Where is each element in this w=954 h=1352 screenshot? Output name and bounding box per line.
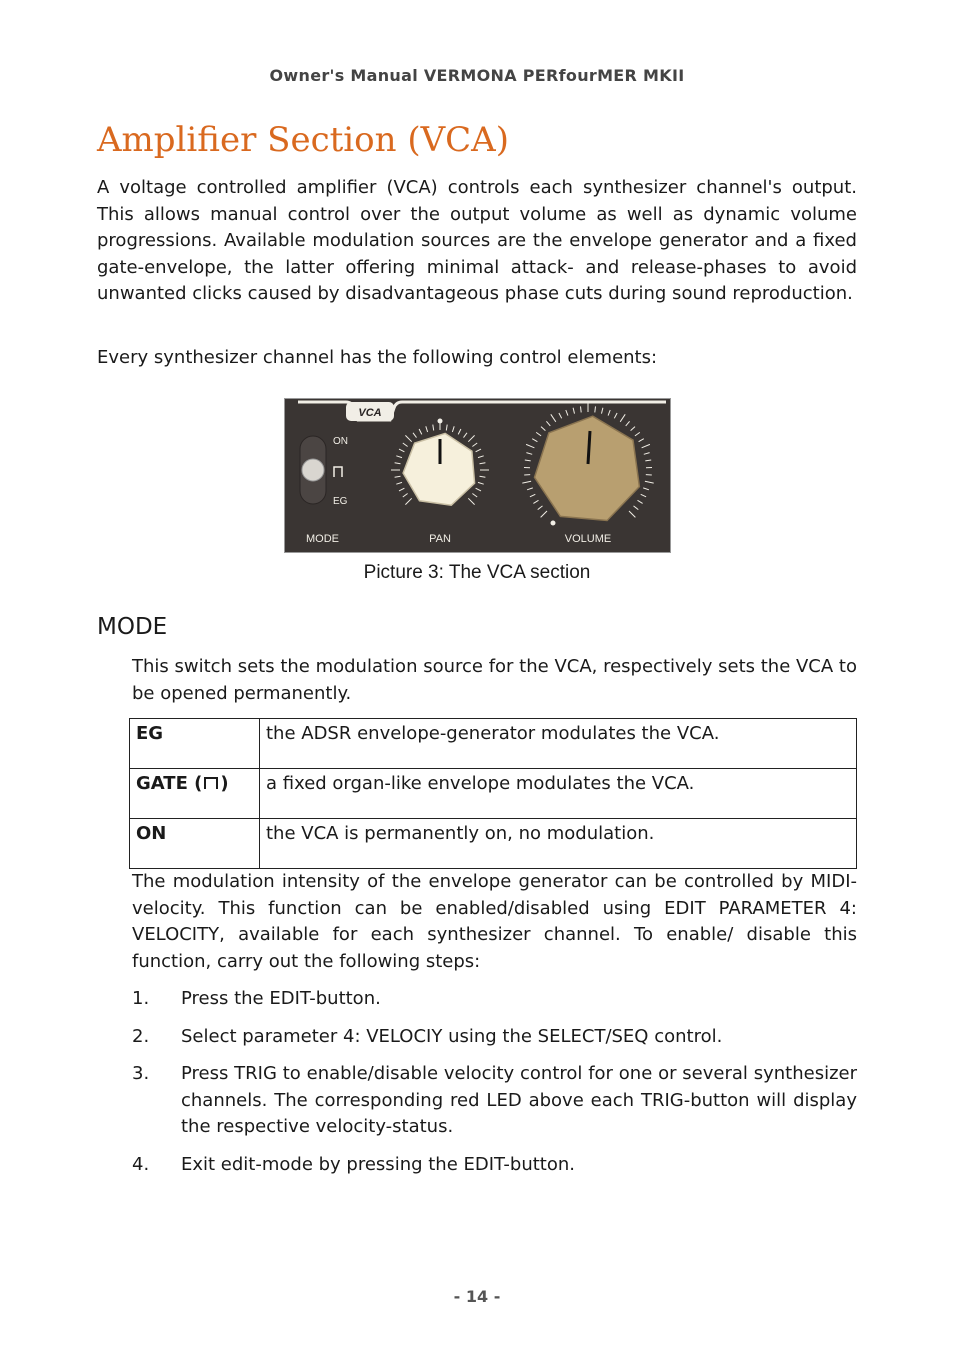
step-number: 3. [132,1063,150,1084]
mode-key-on: ON [130,819,260,869]
step-text: Exit edit-mode by pressing the EDIT-button. [181,1153,575,1175]
volume-tick [581,406,582,412]
velocity-paragraph: The modulation intensity of the envelope generator can be controlled by MIDI-velocity. This function can be enabled/disabled using EDIT PARAMETER 4: VELOCITY, available for each synthesizer channel. To enable/ disable this function, carry out the following steps: [132,871,857,972]
step-number: 2. [132,1025,150,1047]
section-title: Amplifier Section (VCA) [97,120,509,160]
pan-center-dot [438,419,443,424]
list-item [132,1061,857,1141]
step-text: Press the EDIT-button. [181,988,381,1009]
mode-description: This switch sets the modulation source for the VCA, respectively sets the VCA to be opened permanently. [132,656,857,704]
steps-list [132,986,857,1189]
mode-switch-toggle [302,459,324,481]
page-number: - 14 - [453,1287,501,1306]
switch-label-eg: EG [333,496,348,507]
list-item [132,1024,857,1051]
figure-caption: Picture 3: The VCA section [363,562,591,583]
vca-panel-illustration [284,398,671,553]
step-text: Press TRIG to enable/disable velocity control for one or several synthesizer channels. The corresponding red LED above each TRIG-button will display the respective velocity-status. [181,1063,857,1137]
running-header: Owner's Manual VERMONA PERfourMER MKII [269,66,685,85]
switch-label-on: ON [333,436,348,447]
mode-desc-on: the VCA is permanently on, no modulation. [260,819,857,869]
mode-key-eg: EG [130,719,260,769]
step-text: Select parameter 4: VELOCIY using the SELECT/SEQ control. [181,1025,723,1047]
list-item [132,1152,857,1179]
volume-label: VOLUME [564,533,612,545]
volume-tick [595,406,596,412]
gate-key-prefix: GATE ( [136,773,203,794]
table-row [130,769,857,819]
mode-label: MODE [306,533,339,545]
table-row [130,719,857,769]
list-item [132,986,857,1013]
step-number: 4. [132,1153,150,1175]
mode-table [129,718,857,869]
vca-label: VCA [358,407,382,419]
mode-key-gate [130,769,260,819]
pan-label: PAN [429,533,451,545]
volume-zero-dot [551,521,556,526]
table-row [130,819,857,869]
volume-knob-pointer [588,431,590,464]
mode-heading: MODE [97,614,168,640]
vca-section-figure [284,398,671,553]
mode-desc-eg: the ADSR envelope-generator modulates the VCA. [260,719,857,769]
mode-desc-gate: a fixed organ-like envelope modulates the VCA. [260,769,857,819]
intro-paragraph: A voltage controlled amplifier (VCA) controls each synthesizer channel's output. This allows manual control over the output volume as well as dynamic volume progressions. Available modulation sources are the envelope generator and a fixed gate-envelope, the latter offering minimal attack- and release-phases to avoid unwanted clicks caused by disadvantageous phase cuts during sound reproduction. [97,177,857,304]
gate-icon [203,776,219,790]
step-number: 1. [132,988,150,1009]
controls-intro: Every synthesizer channel has the following control elements: [97,347,658,368]
gate-key-suffix: ) [220,773,229,794]
